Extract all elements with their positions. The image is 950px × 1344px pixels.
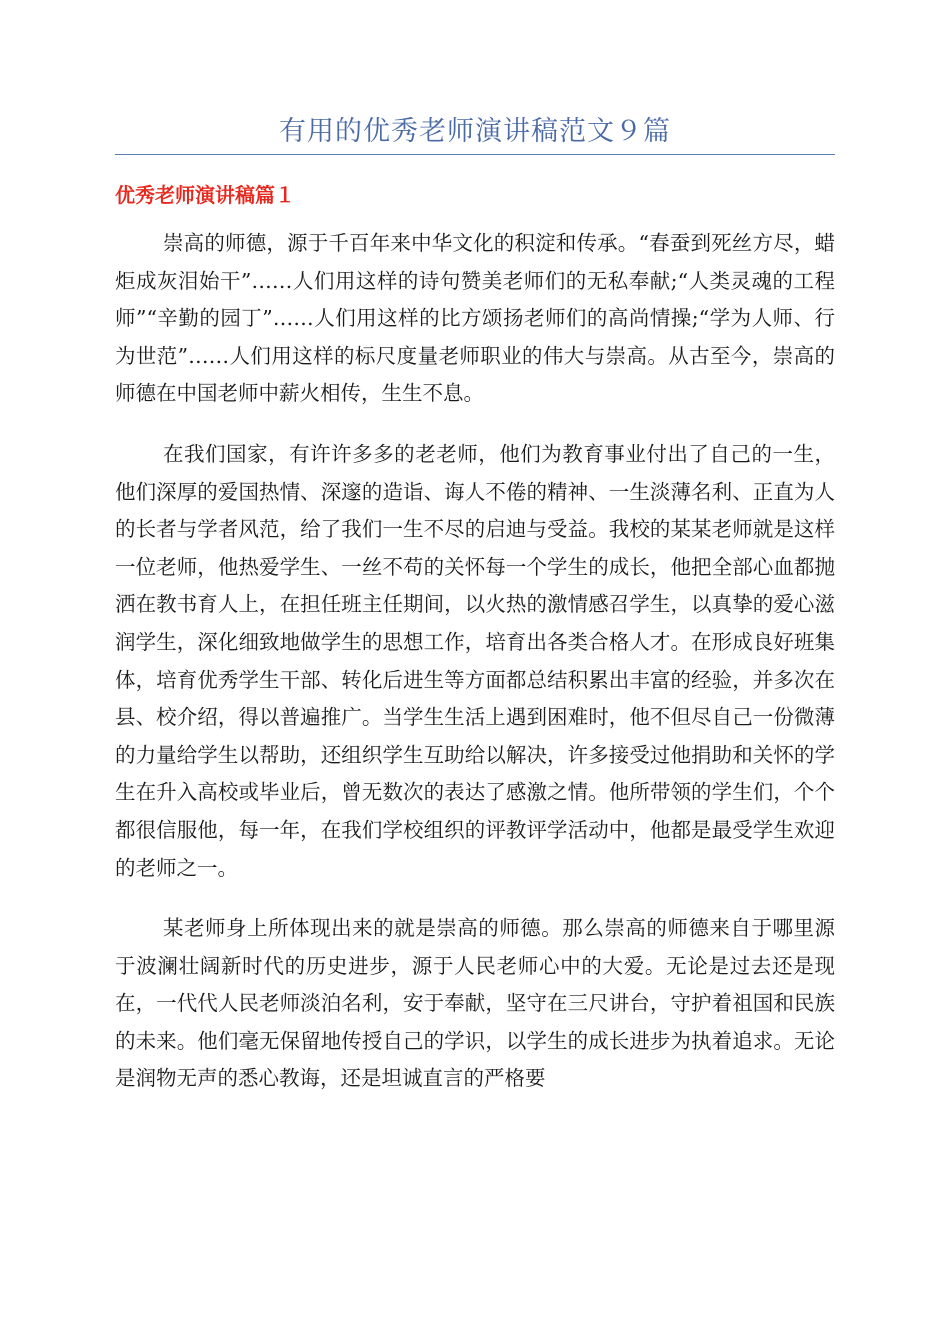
title-underline <box>115 154 835 155</box>
paragraph-2: 在我们国家，有许许多多的老老师，他们为教育事业付出了自己的一生，他们深厚的爱国热情、深邃的造诣、诲人不倦的精神、一生淡薄名利、正直为人的长者与学者风范，给了我们一生不尽的启迪与受益。我校的某某老师就是这样一位老师，他热爱学生、一丝不苟的关怀每一个学生的成长，他把全部心血都抛洒在教书育人上，在担任班主任期间，以火热的激情感召学生，以真挚的爱心滋润学生，深化细致地做学生的思想工作，培育出各类合格人才。在形成良好班集体，培育优秀学生干部、转化后进生等方面都总结积累出丰富的经验，并多次在县、校介绍，得以普遍推广。当学生生活上遇到困难时，他不但尽自己一份微薄的力量给学生以帮助，还组织学生互助给以解决，许多接受过他捐助和关怀的学生在升入高校或毕业后，曾无数次的表达了感激之情。他所带领的学生们，个个都很信服他，每一年，在我们学校组织的评教评学活动中，他都是最受学生欢迎的老师之一。 <box>115 441 835 880</box>
paragraph-1: 崇高的师德，源于千百年来中华文化的积淀和传承。“春蚕到死丝方尽，蜡炬成灰泪始干”……人们用这样的诗句赞美老师们的无私奉献;“人类灵魂的工程师”“辛勤的园丁”……人们用这样的比方颂扬老师们的高尚情操;“学为人师、行为世范”……人们用这样的标尺度量老师职业的伟大与崇高。从古至今，崇高的师德在中国老师中薪火相传，生生不息。 <box>115 231 835 406</box>
document-title: 有用的优秀老师演讲稿范文９篇 <box>279 116 671 147</box>
paragraph-3: 某老师身上所体现出来的就是崇高的师德。那么崇高的师德来自于哪里源于波澜壮阔新时代的历史进步，源于人民老师心中的大爱。无论是过去还是现在，一代代人民老师淡泊名利，安于奉献，坚守在三尺讲台，守护着祖国和民族的未来。他们毫无保留地传授自己的学识，以学生的成长进步为执着追求。无论是润物无声的悉心教诲，还是坦诚直言的严格要 <box>115 916 835 1091</box>
document-body <box>115 225 835 1121</box>
section-heading: 优秀老师演讲稿篇１ <box>115 183 295 207</box>
